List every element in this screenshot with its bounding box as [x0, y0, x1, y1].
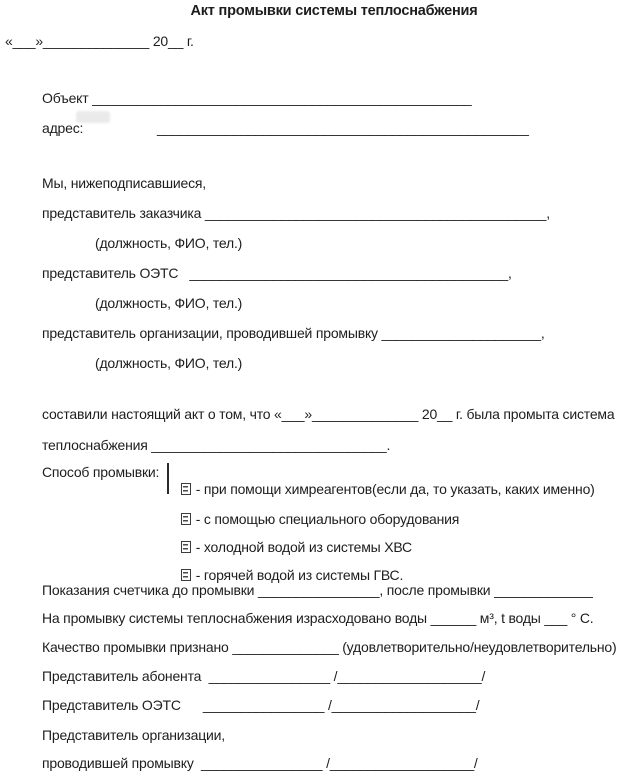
flush-method-option-label: - холодной водой из системы ХВС	[195, 539, 412, 555]
object-line: Объект __________________________________________________	[42, 90, 472, 106]
rep-customer-line: представитель заказчика _____________________________________________,	[42, 205, 550, 221]
rep-oets-line: представитель ОЭТС __________________________________________,	[42, 265, 512, 281]
flush-method-option-label: - с помощью специального оборудования	[195, 511, 460, 527]
statement-line-2: теплоснабжения _______________________________.	[42, 437, 391, 453]
flush-method-option-label: - при помощи химреагентов(если да, то указать, каких именно)	[195, 481, 595, 497]
signature-org-line-2: проводившей промывку ________________ /___________________/	[42, 755, 478, 771]
text-caret	[167, 463, 169, 494]
statement-line-1: составили настоящий акт о том, что «___»______________ 20__ г. была промыта система	[42, 406, 615, 422]
signature-org-line-1: Представитель организации,	[42, 727, 225, 743]
signature-abonent-line: Представитель абонента ________________ /___________________/	[42, 668, 486, 684]
address-line: адрес: _________________________________________________	[42, 120, 529, 136]
flush-method-label: Способ промывки:	[42, 464, 160, 480]
doc-title: Акт промывки системы теплоснабжения	[190, 3, 478, 19]
position-note: (должность, ФИО, тел.)	[95, 235, 243, 251]
rep-org-line: представитель организации, проводившей промывку _____________________,	[42, 325, 545, 341]
unknown-glyph-box-icon	[181, 569, 191, 581]
intro-line: Мы, нижеподписавшиеся,	[42, 175, 206, 191]
flush-method-option-label: - горячей водой из системы ГВС.	[195, 567, 404, 583]
signature-oets-line: Представитель ОЭТС ________________ /___________________/	[42, 697, 480, 713]
position-note: (должность, ФИО, тел.)	[95, 355, 243, 371]
water-consumed-line: На промывку системы теплоснабжения израсходовано воды ______ м³, t воды ___ ° С.	[42, 610, 594, 626]
date-line: «___»______________ 20__ г.	[5, 33, 194, 49]
meter-readings-line: Показания счетчика до промывки ________________, после промывки _____________	[42, 582, 593, 598]
quality-line: Качество промывки признано ______________ (удовлетворительно/неудовлетворительно)	[42, 639, 617, 655]
position-note: (должность, ФИО, тел.)	[95, 295, 243, 311]
